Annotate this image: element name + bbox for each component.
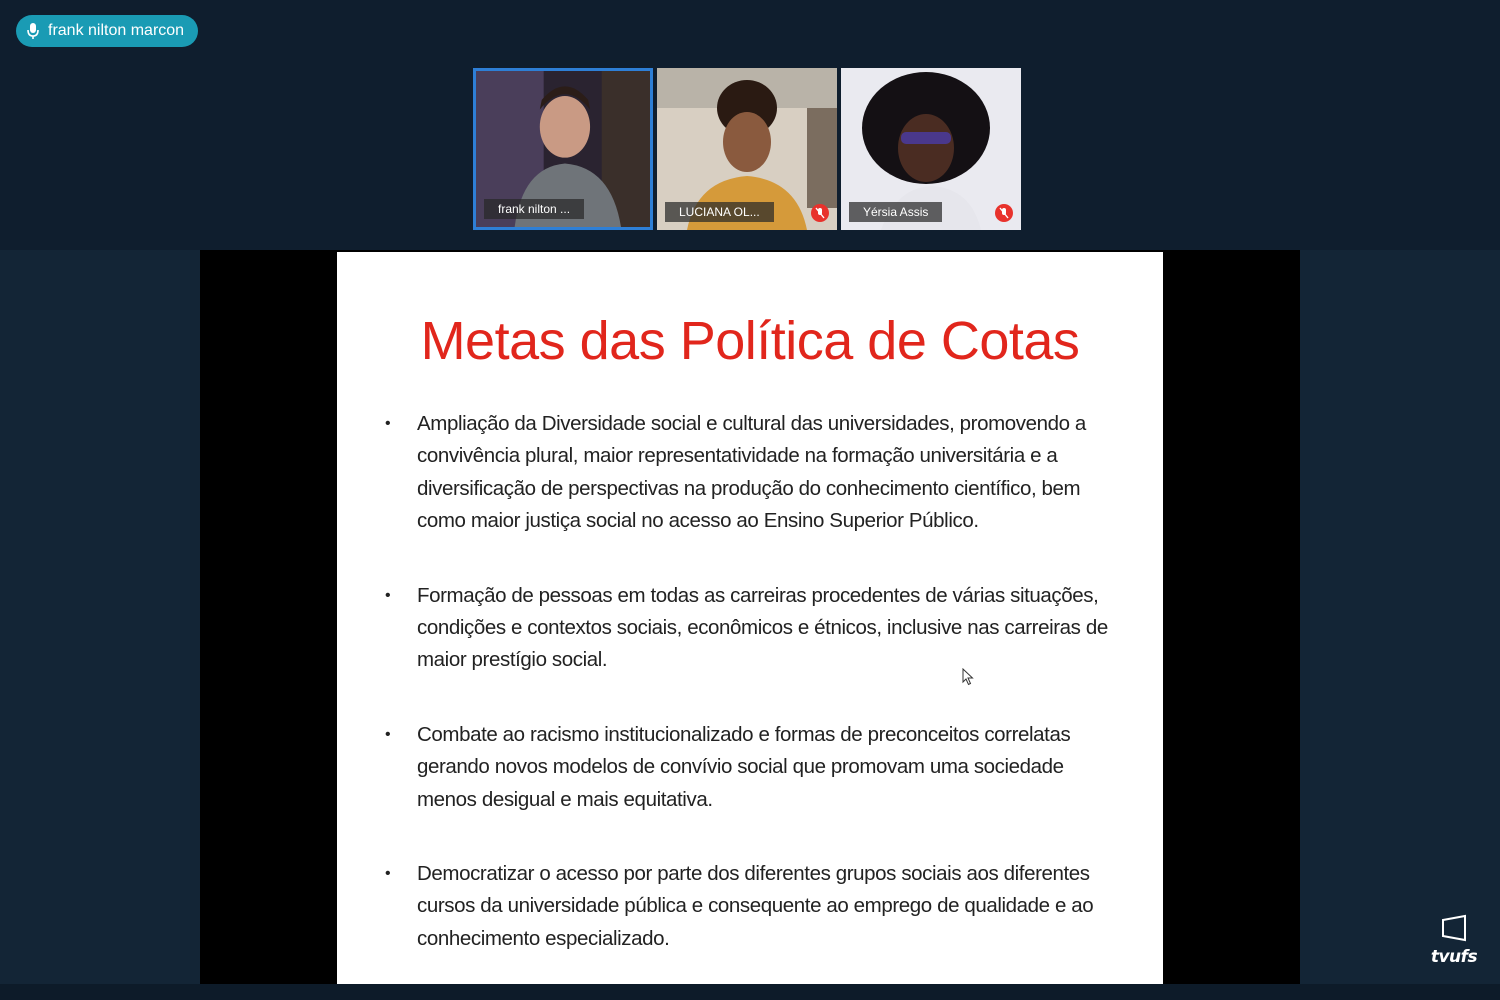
active-speaker-indicator	[16, 15, 198, 47]
participant-name: LUCIANA OL...	[665, 202, 774, 222]
tvufs-logo-text: tvufs	[1430, 947, 1478, 967]
participant-name: frank nilton ...	[484, 199, 584, 219]
slide-bullet: • Ampliação da Diversidade social e cultural das universidades, promovendo a convivência plural, maior representatividade na formação universitária e a diversificação de perspectivas na produção do conhecimento científico, bem como maior justiça social no acesso ao Ensino Superior Público.	[385, 408, 1115, 538]
tvufs-watermark	[1426, 914, 1482, 967]
slide-bullet: • Democratizar o acesso por parte dos diferentes grupos sociais aos diferentes cursos da universidade pública e consequente ao emprego de qualidade e ao conhecimento especializado.	[385, 858, 1115, 955]
muted-mic-icon	[995, 204, 1013, 222]
video-tile-yersia[interactable]	[841, 68, 1021, 230]
slide-bullet: • Formação de pessoas em todas as carreiras procedentes de várias situações, condições e contextos sociais, econômicos e étnicos, inclusive nas carreiras de maior prestígio social.	[385, 580, 1115, 677]
video-tile-frank[interactable]	[473, 68, 653, 230]
slide-title: Metas das Política de Cotas	[420, 311, 1080, 371]
slide-bullet-list	[385, 408, 1115, 997]
presentation-slide	[337, 252, 1163, 984]
video-tile-luciana[interactable]	[657, 68, 837, 230]
video-tiles	[473, 68, 1021, 230]
participant-name: Yérsia Assis	[849, 202, 942, 222]
slide-bullet: • Combate ao racismo institucionalizado e formas de preconceitos correlatas gerando novos modelos de convívio social que promovam uma sociedade menos desigual e mais equitativa.	[385, 719, 1115, 816]
tvufs-logo-icon	[1440, 914, 1468, 942]
muted-mic-icon	[811, 204, 829, 222]
active-speaker-name: frank nilton marcon	[48, 22, 185, 39]
microphone-icon	[26, 22, 40, 40]
mouse-cursor-icon	[962, 668, 974, 686]
bottom-strip	[0, 984, 1500, 1000]
participant-strip	[0, 0, 1500, 250]
